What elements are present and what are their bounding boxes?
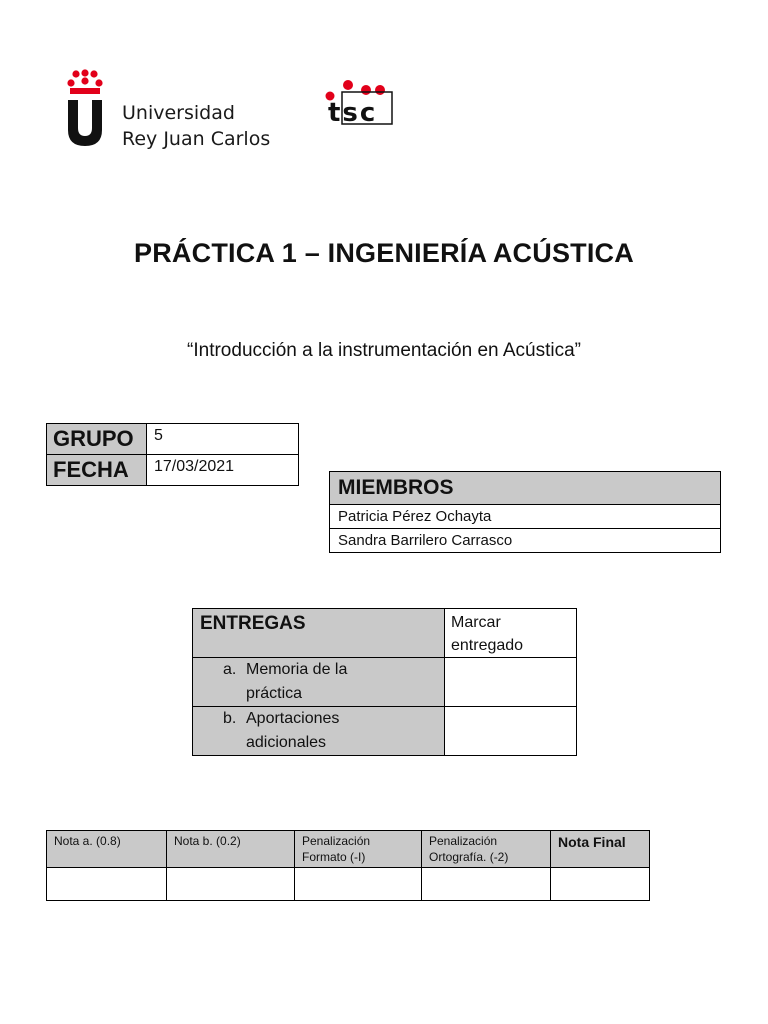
deliverable-check-cell[interactable] xyxy=(445,658,577,707)
deliverable-item xyxy=(193,658,445,707)
date-value: 17/03/2021 xyxy=(147,455,299,486)
grade-header-text: Penalización xyxy=(429,834,498,848)
grade-cell[interactable] xyxy=(295,868,422,901)
mark-delivered-line1: Marcar xyxy=(451,614,501,631)
group-value: 5 xyxy=(147,424,299,455)
group-label: GRUPO xyxy=(47,424,147,455)
page-title: PRÁCTICA 1 – INGENIERÍA ACÚSTICA xyxy=(134,238,634,268)
member-name: Sandra Barrilero Carrasco xyxy=(330,529,721,553)
deliverable-letter: a. xyxy=(223,661,237,678)
tsc-logo xyxy=(322,78,394,128)
grades-table xyxy=(46,830,650,901)
mark-delivered-line2: entregado xyxy=(451,637,524,654)
grade-header-format xyxy=(295,831,422,868)
grade-header-nota-a xyxy=(47,831,167,868)
grade-header-text: Nota a. (0.8) xyxy=(54,834,121,848)
mark-delivered-header xyxy=(445,609,577,658)
members-heading: MIEMBROS xyxy=(330,472,721,505)
tsc-logo-text: tsc xyxy=(328,98,378,128)
university-name-line2: Rey Juan Carlos xyxy=(122,128,271,150)
grade-cell[interactable] xyxy=(47,868,167,901)
deliverable-line1: Aportaciones xyxy=(246,710,340,727)
grade-header-text: Formato (-I) xyxy=(302,850,366,864)
grade-header-nota-b xyxy=(167,831,295,868)
members-table xyxy=(329,471,721,553)
deliverable-check-cell[interactable] xyxy=(445,707,577,756)
grade-cell[interactable] xyxy=(551,868,650,901)
deliverable-line1: Memoria de la xyxy=(246,661,348,678)
group-date-table xyxy=(46,423,299,486)
page-subtitle: “Introducción a la instrumentación en Acústica” xyxy=(187,340,581,361)
grade-cell[interactable] xyxy=(167,868,295,901)
university-name xyxy=(122,100,270,152)
date-row xyxy=(47,455,299,486)
deliverable-letter: b. xyxy=(223,710,237,727)
date-label: FECHA xyxy=(47,455,147,486)
grade-header-text: Ortografía. (-2) xyxy=(429,850,509,864)
grade-header-final xyxy=(551,831,650,868)
grade-header-text: Nota Final xyxy=(558,834,626,850)
group-row xyxy=(47,424,299,455)
deliverables-table xyxy=(192,608,577,756)
grade-header-text: Penalización xyxy=(302,834,371,848)
deliverable-item xyxy=(193,707,445,756)
grade-header-spelling xyxy=(422,831,551,868)
deliverable-line2: práctica xyxy=(246,685,303,702)
deliverables-heading-cell xyxy=(193,609,445,658)
deliverable-line2: adicionales xyxy=(246,734,327,751)
deliverables-heading: ENTREGAS xyxy=(200,613,306,634)
grade-cell[interactable] xyxy=(422,868,551,901)
grade-header-text: Nota b. (0.2) xyxy=(174,834,241,848)
university-name-line1: Universidad xyxy=(122,102,235,124)
member-name: Patricia Pérez Ochayta xyxy=(330,505,721,529)
